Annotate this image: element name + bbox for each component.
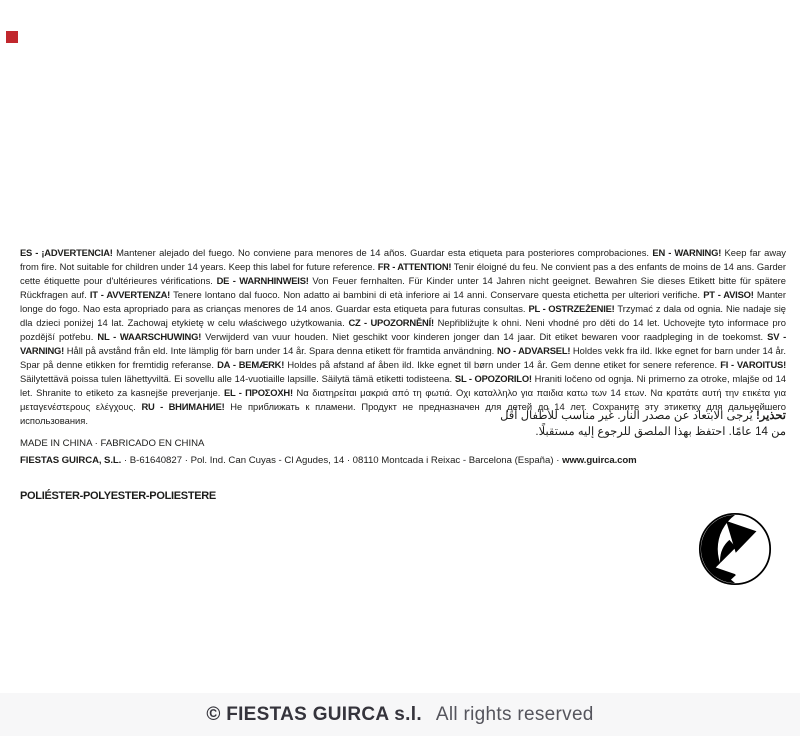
- red-marker: [6, 31, 18, 43]
- arabic-warning-tag: تحذير!: [755, 410, 786, 422]
- green-dot-recycling-icon: [698, 511, 772, 587]
- warning-paragraph: ES - ¡ADVERTENCIA! Mantener alejado del fuego. No conviene para menores de 14 años. Guardar esta etiqueta para posteriores comprobaciones. EN - WARNING! Keep far away from fire. Not suitable for children under 14 years. Keep this label for future reference. FR - ATTENTION! Tenir éloigné du feu. Ne convient pas a des enfants de moins de 14 ans. Garder cette étiquette pour d'ultérieures vérifications. DE - WARNHINWEIS! Von Feuer fernhalten. Für Kinder unter 14 Jahren nicht geeignet. Bewahren Sie dieses Etikett bitte für spätere Rückfragen auf. IT - AVVERTENZA! Tenere lontano dal fuoco. Non adatto ai bambini di età inferiore ai 14 anni. Conservare questa etichetta per ulteriori verifiche. PT - AVISO! Manter longe do fogo. Nao esta apropriado para as crianças menores de 14 anos. Guardar esta etiqueta para futuras consultas. PL - OSTRZEŻENIE! Trzymać z dala od ognia. Nie nadaje się dla dzieci poniżej 14 lat. Zachowaj etykietę w celu właściwego użytkowania. CZ - UPOZORNĚNÍ! Nepřibližujte k ohni. Neni vhodné pro děti do 14 let. Uchovejte tyto informace pro pozdější potřebu. NL - WAARSCHUWING! Verwijderd van vuur houden. Niet geschikt voor kinderen jonger dan 14 jaar. Dit etiket bewaren voor raadpleging in de toekomst. SV - VARNING! Håll på avstånd från eld. Inte lämplig för barn under 14 år. Spara denna etikett för framtida användning. NO - ADVARSEL! Holdes vekk fra ild. Ikke egnet for barn under 14 år. Spar på denne etikken for fremtidig referanse. DA - BEMÆRK! Holdes på afstand af åben ild. Ikke egnet til børn under 14 år. Gem denne etiket for senere reference. FI - VAROITUS! Säilytettävä poissa tulen lähettyviltä. Ei sovellu alle 14-vuotiaille lapsille. Säilytä tämä etiketti todisteena. SL - OPOZORILO! Hraniti ločeno od ognja. Ni primerno za otroke, mlajše od 14 let. Shranite to etiketo za kasnejše preverjanje. EL - ΠΡΟΣΟΧΗ! Να διατηρείται μακριά από τη φωτιά. Οχι καταλληλο για παιδια κατω των 14 ετων. Να κρατάτε αυτή την ετικέτα για μεταγενέστερους ελέγχους. RU - ВНИМАНИЕ! Не приближать к пламени. Продукт не предназначен для детей до 14 лет. Сохраните эту этикетку для дальнейшего использования.: [20, 247, 787, 426]
- language-tag: PL - OSTRZEŻENIE!: [528, 303, 615, 314]
- company-details: · B-61640827 · Pol. Ind. Can Cuyas - Cl Agudes, 14 · 08110 Montcada i Reixac - Barcelona (España) ·: [121, 455, 563, 466]
- made-in-line: MADE IN CHINA · FABRICADO EN CHINA: [20, 438, 205, 449]
- language-tag: FR - ATTENTION!: [377, 261, 452, 272]
- arabic-warning-line1: يُرجى الابتعاد عن مصدر النار. غير مناسب للأطفال أقل: [500, 410, 753, 422]
- arabic-warning-line2: من 14 عامًا. احتفظ بهذا الملصق للرجوع إليه مستقبلًا.: [535, 426, 786, 438]
- language-tag: NO - ADVARSEL!: [496, 345, 571, 356]
- language-tag: DE - WARNHINWEIS!: [216, 275, 309, 286]
- language-tag: SL - OPOZORILO!: [454, 373, 532, 384]
- language-tag: DA - BEMÆRK!: [217, 359, 285, 370]
- language-tag: SV - VARNING!: [20, 331, 787, 356]
- arabic-warning: [356, 408, 786, 440]
- language-tag: IT - AVVERTENZA!: [89, 289, 171, 300]
- footer-rights: All rights reserved: [435, 703, 594, 725]
- company-website: www.guirca.com: [562, 455, 637, 466]
- language-tag: ES - ¡ADVERTENCIA!: [20, 247, 113, 258]
- language-tag: RU - ВНИМАНИЕ!: [141, 401, 225, 412]
- language-tag: EL - ΠΡΟΣΟΧΗ!: [223, 387, 293, 398]
- language-tag: CZ - UPOZORNĚNÍ!: [348, 317, 434, 328]
- language-tag: FI - VAROITUS!: [720, 359, 786, 370]
- company-name: FIESTAS GUIRCA, S.L.: [20, 455, 122, 466]
- company-line: [20, 455, 637, 466]
- footer-bar: [0, 693, 800, 736]
- language-tag: PT - AVISO!: [703, 289, 754, 300]
- material-line: POLIÉSTER-POLYESTER-POLIESTERE: [20, 490, 216, 502]
- footer-copyright: © FIESTAS GUIRCA s.l.: [206, 703, 422, 725]
- language-tag: EN - WARNING!: [652, 247, 722, 258]
- language-tag: NL - WAARSCHUWING!: [97, 331, 202, 342]
